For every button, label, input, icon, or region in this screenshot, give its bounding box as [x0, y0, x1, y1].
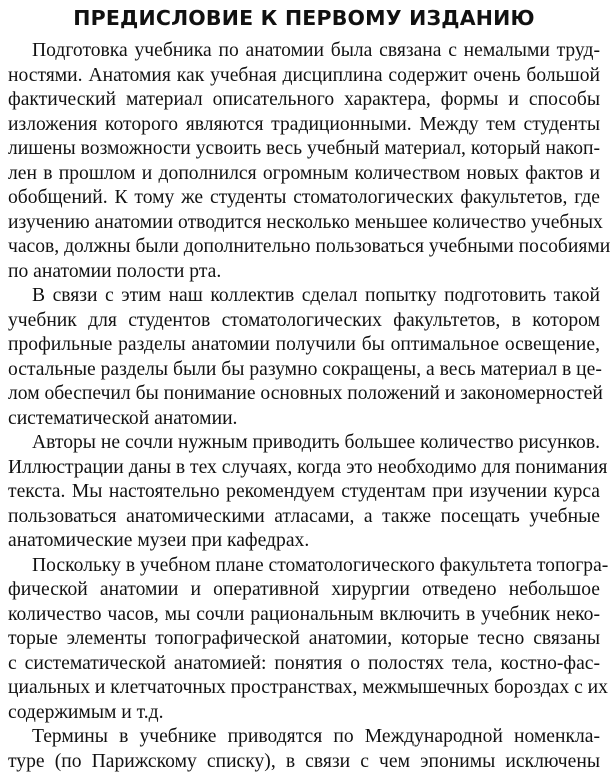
- paragraph: [8, 725, 600, 774]
- paragraph: [8, 554, 600, 726]
- paragraph: [8, 39, 600, 284]
- text-line: пользоваться анатомическими атласами, а также посещать учебные: [8, 505, 600, 530]
- text-line: количество часов, мы сочли рациональным включить в учебник неко-: [8, 603, 600, 628]
- text-line: Поскольку в учебном плане стоматологического факультета топогра-: [8, 554, 600, 579]
- text-line: содержимым и т.д.: [8, 701, 600, 726]
- document-body: [8, 39, 600, 774]
- paragraph: [8, 431, 600, 554]
- text-line: лен в прошлом и дополнился огромным количеством новых фактов и: [8, 162, 600, 187]
- paragraph: [8, 284, 600, 431]
- text-line: систематической анатомии.: [8, 407, 600, 432]
- text-line: изучению анатомии отводится несколько меньшее количество учебных: [8, 211, 600, 236]
- text-line: Подготовка учебника по анатомии была связана с немалыми труд-: [8, 39, 600, 64]
- text-line: анатомические музеи при кафедрах.: [8, 529, 600, 554]
- text-line: Иллюстрации даны в тех случаях, когда это необходимо для понимания: [8, 456, 600, 481]
- text-line: лом обеспечил бы понимание основных положений и закономерностей: [8, 382, 600, 407]
- text-line: лишены возможности усвоить весь учебный материал, который накоп-: [8, 137, 600, 162]
- text-line: В связи с этим наш коллектив сделал попытку подготовить такой: [8, 284, 600, 309]
- text-line: учебник для студентов стоматологических факультетов, в котором: [8, 309, 600, 334]
- text-line: фактический материал описательного характера, формы и способы: [8, 88, 600, 113]
- text-line: по анатомии полости рта.: [8, 260, 600, 285]
- text-line: ностями. Анатомия как учебная дисциплина содержит очень большой: [8, 64, 600, 89]
- text-line: часов, должны были дополнительно пользоваться учебными пособиями: [8, 235, 600, 260]
- text-line: изложения которого являются традиционными. Между тем студенты: [8, 113, 600, 138]
- text-line: фической анатомии и оперативной хирургии отведено небольшое: [8, 578, 600, 603]
- page-title: ПРЕДИСЛОВИЕ К ПЕРВОМУ ИЗДАНИЮ: [8, 0, 600, 39]
- text-line: с систематической анатомией: понятия о полостях тела, костно-фас-: [8, 652, 600, 677]
- text-line: Термины в учебнике приводятся по Международной номенкла-: [8, 725, 600, 750]
- text-line: циальных и клетчаточных пространствах, межмышечных бороздах с их: [8, 676, 600, 701]
- text-line: профильные разделы анатомии получили бы оптимальное освещение,: [8, 333, 600, 358]
- document-page: [8, 0, 600, 732]
- text-line: текста. Мы настоятельно рекомендуем студентам при изучении курса: [8, 480, 600, 505]
- text-line: торые элементы топографической анатомии, которые тесно связаны: [8, 627, 600, 652]
- text-line: обобщений. К тому же студенты стоматологических факультетов, где: [8, 186, 600, 211]
- text-line: остальные разделы были бы разумно сокращены, а весь материал в це-: [8, 358, 600, 383]
- text-line: Авторы не сочли нужным приводить большее количество рисунков.: [8, 431, 600, 456]
- text-line: туре (по Парижскому списку), в связи с чем эпонимы исключены: [8, 750, 600, 774]
